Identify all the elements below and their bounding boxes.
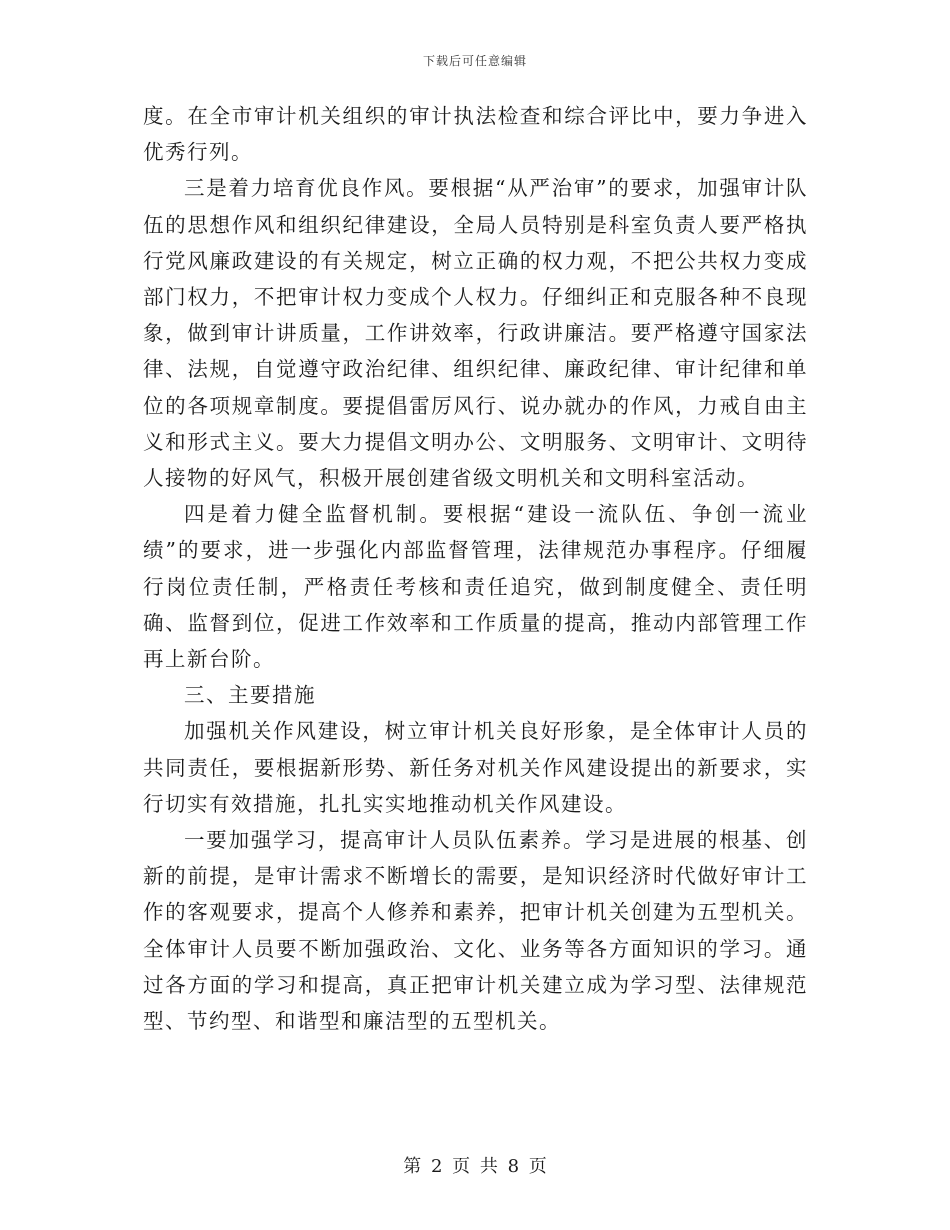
- paragraph-continuation: 度。在全市审计机关组织的审计执法检查和综合评比中，要力争进入优秀行列。: [143, 104, 808, 165]
- page-header: 下载后可任意编辑: [422, 54, 527, 68]
- document-body: [143, 98, 808, 1039]
- paragraph-style-cultivation: 三是着力培育优良作风。要根据“从严治审”的要求，加强审计队伍的思想作风和组织纪律建设，全局人员特别是科室负责人要严格执行党风廉政建设的有关规定，树立正确的权力观，不把公共权力变成部门权力，不把审计权力变成个人权力。仔细纠正和克服各种不良现象，做到审计讲质量，工作讲效率，行政讲廉洁。要严格遵守国家法律、法规，自觉遵守政治纪律、组织纪律、廉政纪律、审计纪律和单位的各项规章制度。要提倡雷厉风行、说办就办的作风，力戒自由主义和形式主义。要大力提倡文明办公、文明服务、文明审计、文明待人接物的好风气，积极开展创建省级文明机关和文明科室活动。: [143, 176, 808, 491]
- paragraph-measures-intro: 加强机关作风建设，树立审计机关良好形象，是全体审计人员的共同责任，要根据新形势、新任务对机关作风建设提出的新要求，实行切实有效措施，扎扎实实地推动机关作风建设。: [143, 719, 808, 816]
- page-number-footer: 第 2 页 共 8 页: [403, 1156, 547, 1177]
- paragraph-strengthen-learning: 一要加强学习，提高审计人员队伍素养。学习是进展的根基、创新的前提，是审计需求不断增长的需要，是知识经济时代做好审计工作的客观要求，提高个人修养和素养，把审计机关创建为五型机关。全体审计人员要不断加强政治、文化、业务等各方面知识的学习。通过各方面的学习和提高，真正把审计机关建立成为学习型、法律规范型、节约型、和谐型和廉洁型的五型机关。: [143, 828, 808, 1034]
- paragraph-supervision-mechanism: 四是着力健全监督机制。要根据“建设一流队伍、争创一流业绩”的要求，进一步强化内部监督管理，法律规范办事程序。仔细履行岗位责任制，严格责任考核和责任追究，做到制度健全、责任明确、监督到位，促进工作效率和工作质量的提高，推动内部管理工作再上新台阶。: [143, 502, 808, 672]
- section-heading-main-measures: 三、主要措施: [184, 683, 316, 708]
